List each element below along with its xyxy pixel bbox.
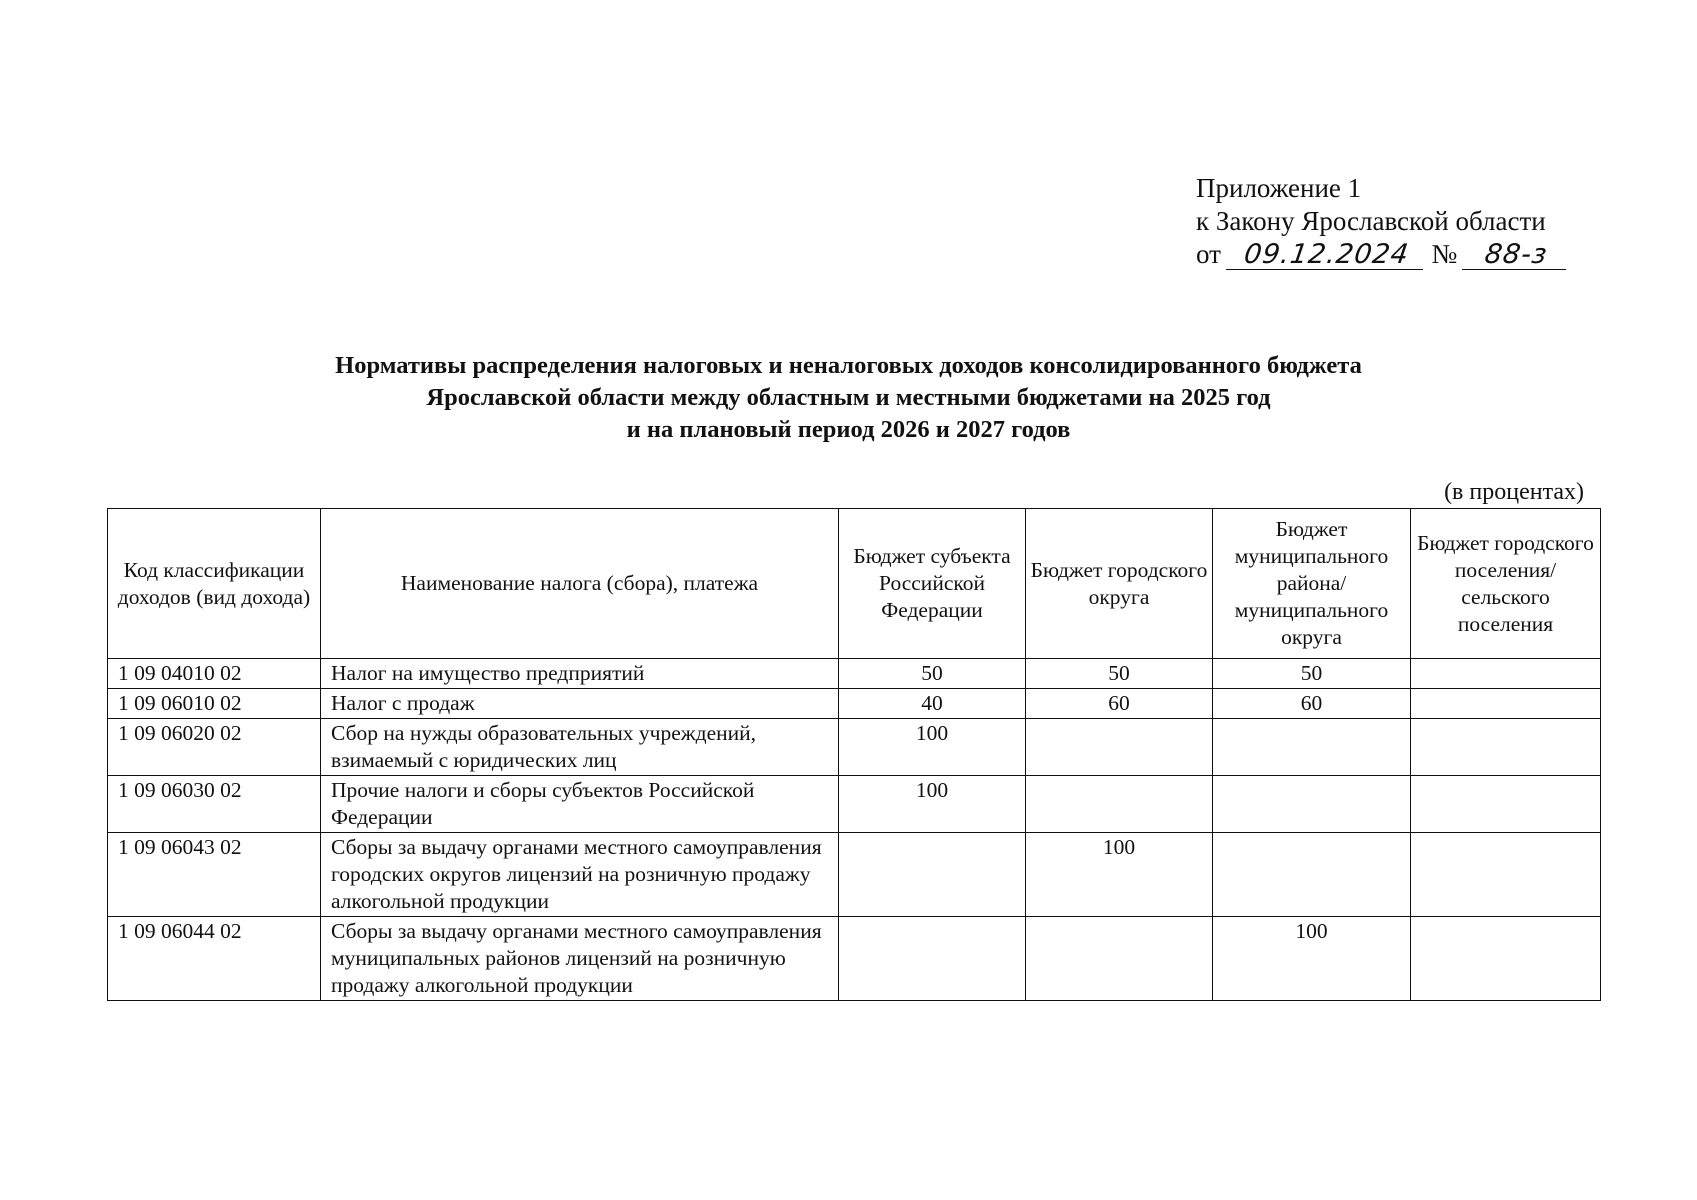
row-name: Прочие налоги и сборы субъектов Российской Федерации — [321, 776, 839, 833]
row-name: Сбор на нужды образовательных учреждений, взимаемый с юридических лиц — [321, 719, 839, 776]
norms-table — [107, 508, 1601, 1001]
row-city-district-value: 100 — [1026, 833, 1213, 917]
handwritten-date: 09.12.2024 — [1226, 241, 1427, 270]
appendix-law-reference: к Закону Ярославской области — [1196, 206, 1546, 236]
date-prefix: от — [1196, 239, 1221, 269]
appendix-title: Приложение 1 — [1196, 173, 1362, 203]
row-city-district-value: 60 — [1026, 689, 1213, 719]
table-header-row — [108, 509, 1601, 659]
row-municipal-district-value: 100 — [1213, 917, 1411, 1001]
row-municipal-district-value — [1213, 776, 1411, 833]
units-note: (в процентах) — [1444, 479, 1584, 505]
row-settlement-value — [1411, 776, 1601, 833]
table-row — [108, 833, 1601, 917]
table-row — [108, 917, 1601, 1001]
title-line-3: и на плановый период 2026 и 2027 годов — [626, 416, 1071, 443]
handwritten-number: 88-з — [1462, 241, 1570, 270]
row-code: 1 09 06043 02 — [108, 833, 321, 917]
row-municipal-district-value: 60 — [1213, 689, 1411, 719]
appendix-header — [1196, 172, 1568, 271]
row-city-district-value — [1026, 776, 1213, 833]
header-name: Наименование налога (сбора), платежа — [321, 509, 839, 659]
row-municipal-district-value — [1213, 719, 1411, 776]
row-subject-value: 50 — [839, 659, 1026, 689]
row-name: Сборы за выдачу органами местного самоуправления муниципальных районов лицензий на розничную продажу алкогольной продукции — [321, 917, 839, 1001]
appendix-date-line — [1196, 238, 1568, 271]
table-row — [108, 719, 1601, 776]
row-code: 1 09 06010 02 — [108, 689, 321, 719]
title-line-1: Нормативы распределения налоговых и неналоговых доходов консолидированного бюджета — [335, 352, 1362, 379]
row-code: 1 09 06044 02 — [108, 917, 321, 1001]
row-code: 1 09 06030 02 — [108, 776, 321, 833]
header-city-district-budget: Бюджет городского округа — [1026, 509, 1213, 659]
row-subject-value: 40 — [839, 689, 1026, 719]
row-subject-value — [839, 833, 1026, 917]
table-row — [108, 689, 1601, 719]
row-name: Сборы за выдачу органами местного самоуправления городских округов лицензий на розничную продажу алкогольной продукции — [321, 833, 839, 917]
row-name: Налог с продаж — [321, 689, 839, 719]
row-city-district-value — [1026, 719, 1213, 776]
row-code: 1 09 04010 02 — [108, 659, 321, 689]
row-name: Налог на имущество предприятий — [321, 659, 839, 689]
row-settlement-value — [1411, 659, 1601, 689]
row-settlement-value — [1411, 719, 1601, 776]
table-row — [108, 776, 1601, 833]
number-prefix: № — [1431, 239, 1458, 269]
row-code: 1 09 06020 02 — [108, 719, 321, 776]
row-municipal-district-value: 50 — [1213, 659, 1411, 689]
table-row — [108, 659, 1601, 689]
header-subject-budget: Бюджет субъекта Российской Федерации — [839, 509, 1026, 659]
header-municipal-district-budget: Бюджет муниципального района/ муниципального округа — [1213, 509, 1411, 659]
row-subject-value: 100 — [839, 719, 1026, 776]
row-subject-value — [839, 917, 1026, 1001]
row-settlement-value — [1411, 833, 1601, 917]
row-city-district-value — [1026, 917, 1213, 1001]
row-settlement-value — [1411, 917, 1601, 1001]
document-title — [0, 350, 1697, 446]
header-settlement-budget: Бюджет городского поселения/ сельского поселения — [1411, 509, 1601, 659]
row-municipal-district-value — [1213, 833, 1411, 917]
row-subject-value: 100 — [839, 776, 1026, 833]
header-code: Код классификации доходов (вид дохода) — [108, 509, 321, 659]
row-settlement-value — [1411, 689, 1601, 719]
title-line-2: Ярославской области между областным и местными бюджетами на 2025 год — [426, 384, 1271, 411]
row-city-district-value: 50 — [1026, 659, 1213, 689]
